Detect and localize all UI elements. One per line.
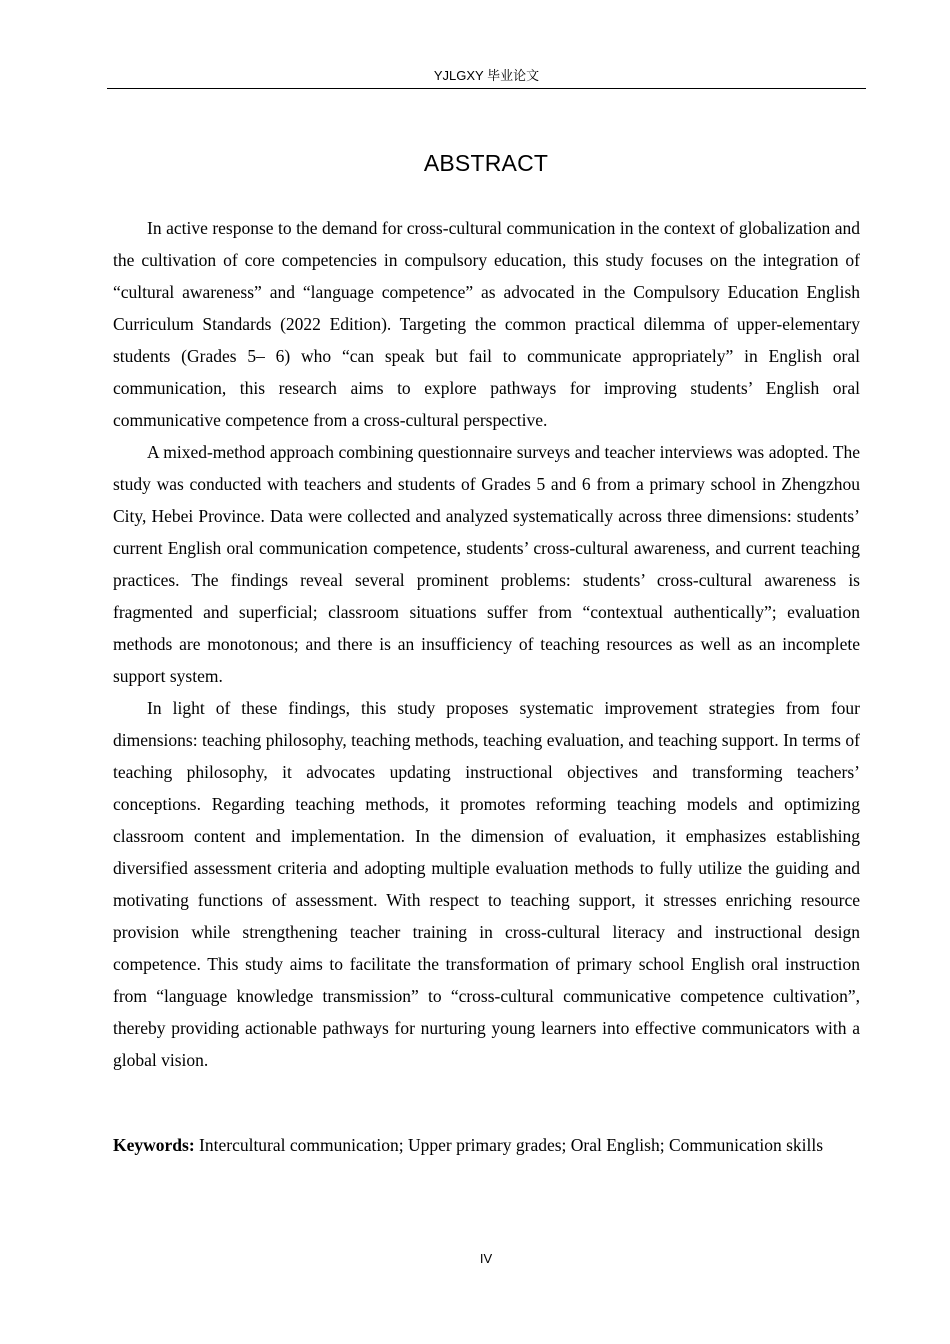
abstract-paragraph-2: A mixed-method approach combining questionnaire surveys and teacher interviews was adopted. The study was conducted with teachers and students of Grades 5 and 6 from a primary school in Zhengzhou City, Hebei Province. Data were collected and analyzed systematically across three dimensions: students’ current English oral communication competence, students’ cross-cultural awareness, and current teaching practices. The findings reveal several prominent problems: students’ cross-cultural awareness is fragmented and superficial; classroom situations suffer from “contextual authentically”; evaluation methods are monotonous; and there is an insufficiency of teaching resources as well as an incomplete support system. bbox=[113, 442, 860, 686]
abstract-title: ABSTRACT bbox=[423, 150, 549, 176]
keywords-list: Intercultural communication; Upper primary grades; Oral English; Communication skills bbox=[194, 1135, 824, 1155]
running-header-title: YJLGXY 毕业论文 bbox=[433, 68, 540, 83]
abstract-body bbox=[113, 212, 860, 1076]
abstract-paragraph-3: In light of these findings, this study proposes systematic improvement strategies from four dimensions: teaching philosophy, teaching methods, teaching evaluation, and teaching support. In terms of teaching philosophy, it advocates updating instructional objectives and transforming teachers’ conceptions. Regarding teaching methods, it promotes reforming teaching models and optimizing classroom content and implementation. In the dimension of evaluation, it emphasizes establishing diversified assessment criteria and adopting multiple evaluation methods to fully utilize the guiding and motivating functions of assessment. With respect to teaching support, it stresses enriching resource provision while strengthening teacher training in cross-cultural literacy and instructional design competence. This study aims to facilitate the transformation of primary school English oral instruction from “language knowledge transmission” to “cross-cultural communicative competence cultivation”, thereby providing actionable pathways for nurturing young learners into effective communicators with a global vision. bbox=[113, 698, 860, 1070]
running-header bbox=[107, 64, 866, 89]
keywords-label: Keywords: bbox=[113, 1135, 195, 1155]
abstract-paragraph-1: In active response to the demand for cross-cultural communication in the context of globalization and the cultivation of core competencies in compulsory education, this study focuses on the integration of “cultural awareness” and “language competence” as advocated in the Compulsory Education English Curriculum Standards (2022 Edition). Targeting the common practical dilemma of upper-elementary students (Grades 5– 6) who “can speak but fail to communicate appropriately” in English oral communication, this research aims to explore pathways for improving students’ English oral communicative competence from a cross-cultural perspective. bbox=[113, 218, 860, 430]
page-number: IV bbox=[479, 1251, 493, 1266]
keywords-block bbox=[113, 1134, 860, 1157]
